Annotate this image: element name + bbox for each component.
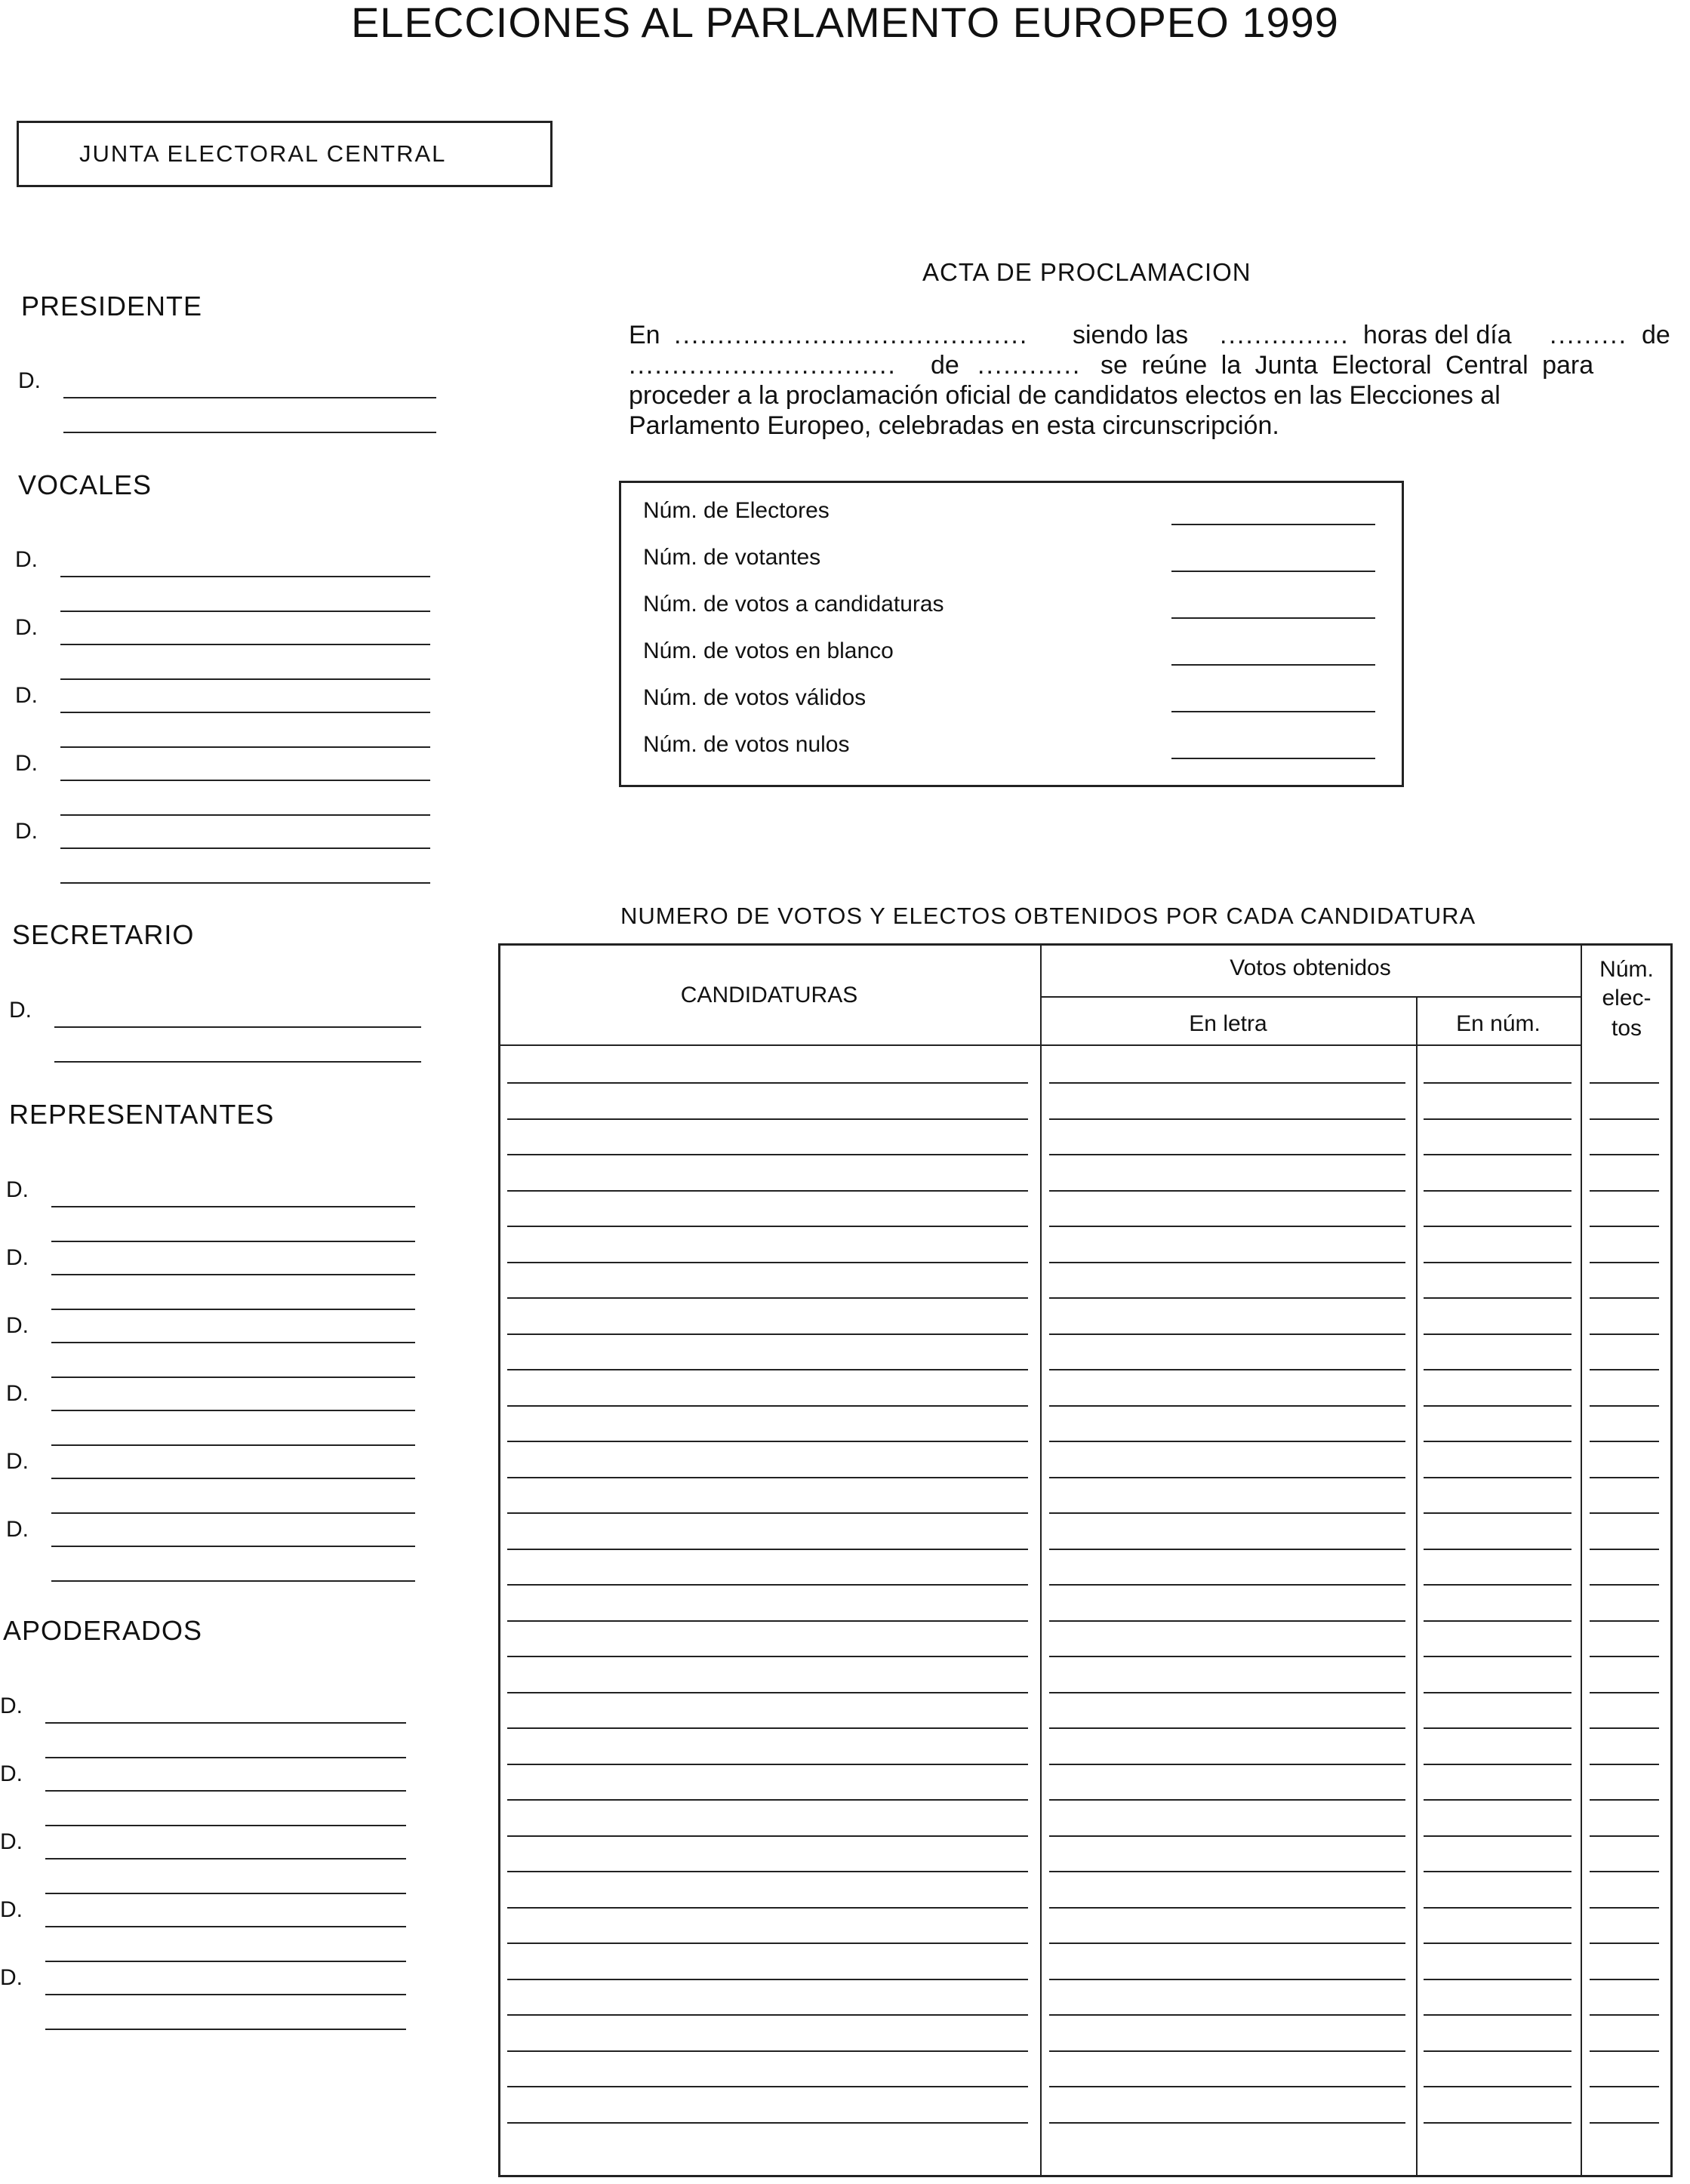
table-cell-line[interactable] <box>1590 1692 1659 1693</box>
table-cell-line[interactable] <box>1424 1512 1571 1514</box>
document-title: ELECCIONES AL PARLAMENTO EUROPEO 1999 <box>351 0 1339 46</box>
acta-title: ACTA DE PROCLAMACION <box>922 258 1251 286</box>
table-cell-line[interactable] <box>1590 1620 1659 1622</box>
signature-line[interactable] <box>45 1722 406 1724</box>
table-cell-line[interactable] <box>1424 1979 1571 1980</box>
table-cell-line[interactable] <box>1590 1441 1659 1442</box>
table-cell-line[interactable] <box>1590 1512 1659 1514</box>
signature-line[interactable] <box>51 1274 415 1275</box>
d-prefix: D. <box>0 1693 23 1718</box>
acta-line-1: En ......................................... siendo las ............... horas del día ......... de <box>629 321 1670 349</box>
table-cell-line[interactable] <box>507 1584 1028 1586</box>
table-cell-line[interactable] <box>1049 1692 1405 1693</box>
stat-value-line[interactable] <box>1171 571 1375 572</box>
table-cell-line[interactable] <box>1424 1154 1571 1155</box>
table-cell-line[interactable] <box>1590 2086 1659 2087</box>
table-cell-line[interactable] <box>507 1512 1028 1514</box>
col-divider-3 <box>1581 943 1582 2177</box>
signature-line[interactable] <box>51 1478 415 1479</box>
table-cell-line[interactable] <box>507 1835 1028 1837</box>
signature-line[interactable] <box>60 611 430 612</box>
signature-line[interactable] <box>60 746 430 748</box>
table-cell-line[interactable] <box>1049 1549 1405 1550</box>
signature-line[interactable] <box>51 1241 415 1242</box>
signature-line[interactable] <box>45 1994 406 1995</box>
signature-line[interactable] <box>45 1757 406 1758</box>
table-cell-line[interactable] <box>507 1226 1028 1227</box>
table-cell-line[interactable] <box>1049 1727 1405 1729</box>
table-cell-line[interactable] <box>1424 1082 1571 1084</box>
table-cell-line[interactable] <box>1424 2014 1571 2016</box>
junta-electoral-box <box>17 121 553 187</box>
header-electos-2: elec- <box>1602 986 1652 1010</box>
header-electos-3: tos <box>1611 1016 1642 1041</box>
table-cell-line[interactable] <box>1590 1979 1659 1980</box>
table-cell-line[interactable] <box>1590 2122 1659 2124</box>
table-cell-line[interactable] <box>1590 1656 1659 1657</box>
table-cell-line[interactable] <box>1049 1584 1405 1586</box>
acta-line-2: ............................... de ............ se reúne la Junta Electoral Central para <box>629 351 1594 380</box>
table-cell-line[interactable] <box>1049 1226 1405 1227</box>
table-cell-line[interactable] <box>1049 1190 1405 1192</box>
signature-line[interactable] <box>60 814 430 816</box>
table-cell-line[interactable] <box>1590 1584 1659 1586</box>
table-cell-line[interactable] <box>1590 1226 1659 1227</box>
header-electos-1: Núm. <box>1599 957 1654 982</box>
table-cell-line[interactable] <box>1049 2050 1405 2052</box>
table-cell-line[interactable] <box>507 1405 1028 1407</box>
signature-line[interactable] <box>51 1444 415 1446</box>
section-heading: VOCALES <box>18 469 152 500</box>
d-prefix: D. <box>9 998 32 1023</box>
table-cell-line[interactable] <box>1424 1656 1571 1657</box>
section-heading: PRESIDENTE <box>21 291 203 321</box>
signature-line[interactable] <box>51 1309 415 1310</box>
table-cell-line[interactable] <box>1590 1799 1659 1801</box>
table-cell-line[interactable] <box>507 1549 1028 1550</box>
table-cell-line[interactable] <box>1590 2050 1659 2052</box>
d-prefix: D. <box>0 1761 23 1786</box>
stat-label: Núm. de votos nulos <box>643 732 850 757</box>
table-cell-line[interactable] <box>1590 1333 1659 1335</box>
table-cell-line[interactable] <box>507 1656 1028 1657</box>
d-prefix: D. <box>6 1381 29 1406</box>
table-cell-line[interactable] <box>1424 1369 1571 1370</box>
header-candidaturas: CANDIDATURAS <box>680 983 858 1007</box>
table-cell-line[interactable] <box>1590 1764 1659 1765</box>
d-prefix: D. <box>0 1829 23 1854</box>
col-divider-2 <box>1416 996 1418 2177</box>
d-prefix: D. <box>6 1177 29 1202</box>
header-en-letra: En letra <box>1189 1011 1267 1036</box>
table-cell-line[interactable] <box>1424 1943 1571 1944</box>
table-cell-line[interactable] <box>1424 1297 1571 1299</box>
signature-line[interactable] <box>60 644 430 645</box>
table-cell-line[interactable] <box>507 1441 1028 1442</box>
table-cell-line[interactable] <box>507 1262 1028 1263</box>
signature-line[interactable] <box>60 678 430 680</box>
signature-line[interactable] <box>54 1061 421 1063</box>
table-cell-line[interactable] <box>507 1727 1028 1729</box>
signature-line[interactable] <box>51 1512 415 1514</box>
d-prefix: D. <box>6 1449 29 1474</box>
d-prefix: D. <box>15 547 38 572</box>
table-cell-line[interactable] <box>1424 1620 1571 1622</box>
signature-line[interactable] <box>45 1893 406 1894</box>
d-prefix: D. <box>6 1245 29 1270</box>
table-cell-line[interactable] <box>507 2122 1028 2124</box>
table-cell-line[interactable] <box>1590 1405 1659 1407</box>
signature-line[interactable] <box>45 2029 406 2030</box>
table-cell-line[interactable] <box>507 1979 1028 1980</box>
signature-line[interactable] <box>45 1926 406 1927</box>
table-cell-line[interactable] <box>1049 1512 1405 1514</box>
table-cell-line[interactable] <box>507 1154 1028 1155</box>
section-heading: REPRESENTANTES <box>9 1099 275 1130</box>
d-prefix: D. <box>0 1965 23 1990</box>
section-heading: SECRETARIO <box>12 919 195 950</box>
signature-line[interactable] <box>63 397 436 398</box>
table-cell-line[interactable] <box>1049 1871 1405 1872</box>
table-cell-line[interactable] <box>1049 1943 1405 1944</box>
table-cell-line[interactable] <box>507 1190 1028 1192</box>
col-divider-1 <box>1040 943 1042 2177</box>
signature-line[interactable] <box>60 576 430 577</box>
table-cell-line[interactable] <box>1590 1727 1659 1729</box>
table-cell-line[interactable] <box>1590 1082 1659 1084</box>
header-en-num: En núm. <box>1456 1011 1541 1036</box>
table-cell-line[interactable] <box>1049 1297 1405 1299</box>
signature-line[interactable] <box>60 847 430 849</box>
table-cell-line[interactable] <box>1049 1154 1405 1155</box>
table-cell-line[interactable] <box>507 1369 1028 1370</box>
table-cell-line[interactable] <box>507 1297 1028 1299</box>
table-cell-line[interactable] <box>1049 1477 1405 1478</box>
table-cell-line[interactable] <box>1424 1907 1571 1909</box>
header-bottom-line <box>498 1044 1581 1046</box>
d-prefix: D. <box>18 368 41 393</box>
table-cell-line[interactable] <box>1590 1943 1659 1944</box>
table-cell-line[interactable] <box>1049 1907 1405 1909</box>
table-cell-line[interactable] <box>507 2086 1028 2087</box>
table-cell-line[interactable] <box>507 2014 1028 2016</box>
table-cell-line[interactable] <box>1424 2122 1571 2124</box>
table-cell-line[interactable] <box>1590 1369 1659 1370</box>
table-cell-line[interactable] <box>1424 1871 1571 1872</box>
table-cell-line[interactable] <box>1590 1477 1659 1478</box>
table-cell-line[interactable] <box>1590 2014 1659 2016</box>
signature-line[interactable] <box>51 1342 415 1343</box>
table-cell-line[interactable] <box>1424 2050 1571 2052</box>
table-cell-line[interactable] <box>1590 1190 1659 1192</box>
table-cell-line[interactable] <box>1049 1835 1405 1837</box>
table-cell-line[interactable] <box>1424 2086 1571 2087</box>
d-prefix: D. <box>15 615 38 640</box>
table-cell-line[interactable] <box>507 1620 1028 1622</box>
signature-line[interactable] <box>45 1961 406 1962</box>
table-cell-line[interactable] <box>1049 2014 1405 2016</box>
table-cell-line[interactable] <box>507 2050 1028 2052</box>
signature-line[interactable] <box>63 432 436 433</box>
table-cell-line[interactable] <box>1424 1584 1571 1586</box>
stat-value-line[interactable] <box>1171 664 1375 666</box>
table-cell-line[interactable] <box>1424 1190 1571 1192</box>
table-cell-line[interactable] <box>1590 1907 1659 1909</box>
table-cell-line[interactable] <box>1049 1333 1405 1335</box>
acta-line-4: Parlamento Europeo, celebradas en esta circunscripción. <box>629 411 1279 440</box>
table-cell-line[interactable] <box>507 1799 1028 1801</box>
table-cell-line[interactable] <box>1424 1727 1571 1729</box>
signature-line[interactable] <box>51 1580 415 1582</box>
signature-line[interactable] <box>45 1825 406 1826</box>
signature-line[interactable] <box>51 1410 415 1411</box>
header-votos-obtenidos: Votos obtenidos <box>1230 955 1391 980</box>
table-cell-line[interactable] <box>1049 1979 1405 1980</box>
table-cell-line[interactable] <box>1590 1835 1659 1837</box>
table-cell-line[interactable] <box>1590 1262 1659 1263</box>
table-cell-line[interactable] <box>1424 1549 1571 1550</box>
d-prefix: D. <box>15 819 38 844</box>
table-cell-line[interactable] <box>1049 1082 1405 1084</box>
header-mid-line <box>1040 996 1581 998</box>
table-cell-line[interactable] <box>507 1118 1028 1120</box>
signature-line[interactable] <box>45 1790 406 1792</box>
table-cell-line[interactable] <box>507 1764 1028 1765</box>
table-cell-line[interactable] <box>1590 1549 1659 1550</box>
table-cell-line[interactable] <box>1424 1118 1571 1120</box>
d-prefix: D. <box>15 751 38 776</box>
stat-value-line[interactable] <box>1171 758 1375 759</box>
table-cell-line[interactable] <box>1424 1333 1571 1335</box>
table-cell-line[interactable] <box>1424 1441 1571 1442</box>
table-cell-line[interactable] <box>1590 1871 1659 1872</box>
d-prefix: D. <box>6 1313 29 1338</box>
table-cell-line[interactable] <box>1049 1441 1405 1442</box>
stat-value-line[interactable] <box>1171 711 1375 712</box>
stat-label: Núm. de votos válidos <box>643 685 867 710</box>
table-cell-line[interactable] <box>1424 1226 1571 1227</box>
stat-label: Núm. de votantes <box>643 545 821 570</box>
candidaturas-table <box>498 943 1673 2177</box>
table-cell-line[interactable] <box>1424 1262 1571 1263</box>
d-prefix: D. <box>0 1897 23 1922</box>
table-cell-line[interactable] <box>507 1082 1028 1084</box>
table-cell-line[interactable] <box>507 1692 1028 1693</box>
table-cell-line[interactable] <box>1424 1835 1571 1837</box>
table-cell-line[interactable] <box>1590 1118 1659 1120</box>
signature-line[interactable] <box>60 882 430 884</box>
table-cell-line[interactable] <box>507 1477 1028 1478</box>
table-cell-line[interactable] <box>507 1907 1028 1909</box>
junta-label: JUNTA ELECTORAL CENTRAL <box>79 140 447 167</box>
d-prefix: D. <box>15 683 38 708</box>
stat-label: Núm. de votos a candidaturas <box>643 592 944 617</box>
table-cell-line[interactable] <box>1049 1369 1405 1370</box>
stat-value-line[interactable] <box>1171 617 1375 619</box>
table-cell-line[interactable] <box>1424 1692 1571 1693</box>
table-cell-line[interactable] <box>1424 1405 1571 1407</box>
table-cell-line[interactable] <box>1049 1118 1405 1120</box>
signature-line[interactable] <box>51 1546 415 1547</box>
table-cell-line[interactable] <box>507 1871 1028 1872</box>
signature-line[interactable] <box>54 1026 421 1028</box>
stat-label: Núm. de Electores <box>643 498 830 523</box>
signature-line[interactable] <box>60 780 430 781</box>
stat-value-line[interactable] <box>1171 524 1375 525</box>
signature-line[interactable] <box>45 1858 406 1859</box>
table-cell-line[interactable] <box>1049 1799 1405 1801</box>
signature-line[interactable] <box>51 1206 415 1207</box>
signature-line[interactable] <box>51 1377 415 1378</box>
table-cell-line[interactable] <box>1049 1262 1405 1263</box>
acta-line-3: proceder a la proclamación oficial de candidatos electos en las Elecciones al <box>629 381 1501 410</box>
table-cell-line[interactable] <box>507 1943 1028 1944</box>
table-cell-line[interactable] <box>1049 1764 1405 1765</box>
table-cell-line[interactable] <box>1049 1405 1405 1407</box>
table-cell-line[interactable] <box>1424 1764 1571 1765</box>
table-title: NUMERO DE VOTOS Y ELECTOS OBTENIDOS POR CADA CANDIDATURA <box>620 903 1476 929</box>
d-prefix: D. <box>6 1517 29 1542</box>
signature-line[interactable] <box>60 712 430 713</box>
section-heading: APODERADOS <box>3 1615 203 1646</box>
table-cell-line[interactable] <box>1049 2122 1405 2124</box>
table-cell-line[interactable] <box>1590 1154 1659 1155</box>
stat-label: Núm. de votos en blanco <box>643 638 894 663</box>
table-cell-line[interactable] <box>1049 2086 1405 2087</box>
table-cell-line[interactable] <box>1424 1799 1571 1801</box>
table-cell-line[interactable] <box>1049 1620 1405 1622</box>
table-cell-line[interactable] <box>1590 1297 1659 1299</box>
table-cell-line[interactable] <box>1049 1656 1405 1657</box>
table-cell-line[interactable] <box>507 1333 1028 1335</box>
table-cell-line[interactable] <box>1424 1477 1571 1478</box>
